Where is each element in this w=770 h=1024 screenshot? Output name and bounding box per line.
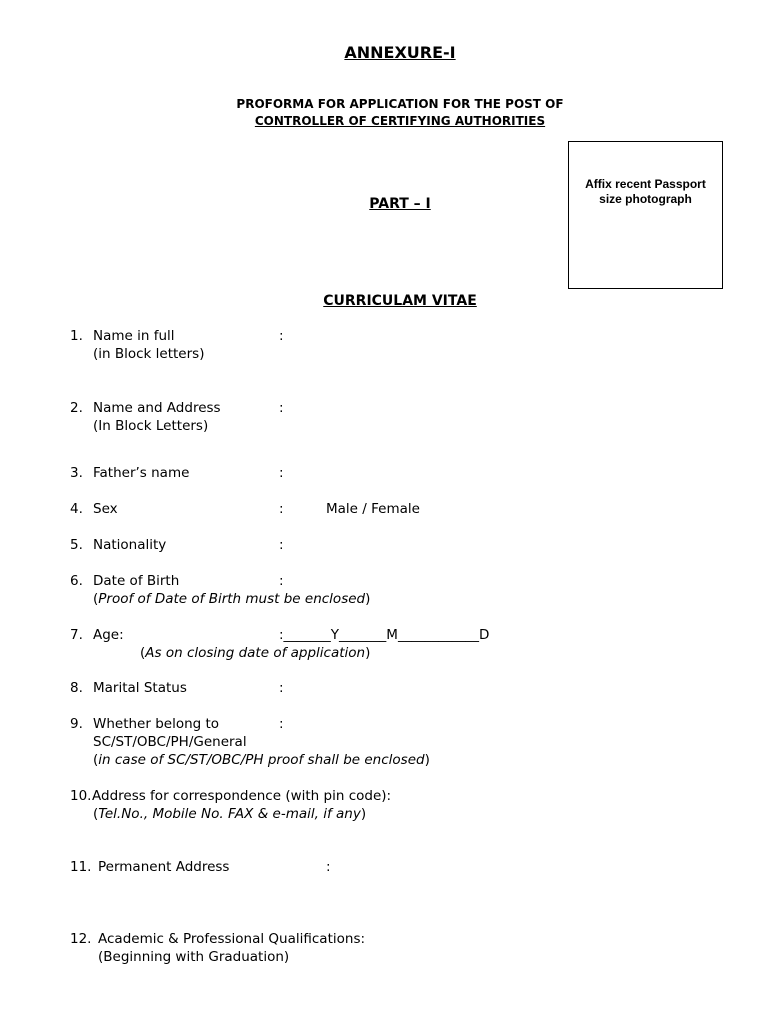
section-heading: CURRICULAM VITAE: [323, 293, 477, 309]
sex-options: Male / Female: [326, 501, 420, 517]
item-note: (In Block Letters): [93, 418, 209, 434]
item-label: Name and Address: [93, 400, 221, 416]
item-number: 2.: [70, 400, 83, 416]
item-colon: :: [279, 680, 284, 696]
item-label: Whether belong to: [93, 716, 220, 732]
item-label: Sex: [93, 501, 118, 517]
post-name-heading: CONTROLLER OF CERTIFYING AUTHORITIES: [254, 114, 546, 128]
item-number: 7.: [70, 627, 83, 643]
item-number: 3.: [70, 465, 83, 481]
item-number: 10.: [70, 788, 92, 804]
item-label: Marital Status: [93, 680, 187, 696]
item-colon: :: [279, 465, 284, 481]
item-note: (in Block letters): [93, 346, 205, 362]
item-number: 4.: [70, 501, 83, 517]
item-note: (As on closing date of application): [140, 645, 371, 661]
item-number: 9.: [70, 716, 83, 732]
item-label: Permanent Address: [98, 859, 230, 875]
item-label: Father’s name: [93, 465, 190, 481]
item-colon: :: [279, 501, 284, 517]
item-note: (in case of SC/ST/OBC/PH proof shall be enclosed): [93, 752, 430, 768]
document-title: ANNEXURE-I: [344, 43, 456, 62]
item-label: Date of Birth: [93, 573, 180, 589]
photo-box: [568, 141, 723, 289]
item-colon: :: [279, 328, 284, 344]
photo-instruction-line2: size photograph: [599, 192, 692, 206]
item-colon: :: [279, 716, 284, 732]
item-label: Address for correspondence (with pin code):: [92, 788, 392, 804]
item-label-line2: SC/ST/OBC/PH/General: [93, 734, 247, 750]
item-note: (Tel.No., Mobile No. FAX & e-mail, if any): [93, 806, 367, 822]
age-blank: :_______Y_______M____________D: [279, 627, 490, 643]
item-label: Name in full: [93, 328, 175, 344]
item-number: 1.: [70, 328, 83, 344]
item-label: Academic & Professional Qualifications:: [98, 931, 366, 947]
item-number: 6.: [70, 573, 83, 589]
item-label: Age:: [93, 627, 124, 643]
proforma-heading: PROFORMA FOR APPLICATION FOR THE POST OF: [236, 97, 564, 111]
item-note: (Proof of Date of Birth must be enclosed): [93, 591, 371, 607]
item-colon: :: [326, 859, 331, 875]
item-colon: :: [279, 573, 284, 589]
item-number: 12.: [70, 931, 92, 947]
item-colon: :: [279, 537, 284, 553]
item-label: Nationality: [93, 537, 167, 553]
item-number: 8.: [70, 680, 83, 696]
item-colon: :: [279, 400, 284, 416]
part-heading: PART – I: [369, 196, 431, 212]
item-number: 11.: [70, 859, 92, 875]
photo-instruction-line1: Affix recent Passport: [585, 177, 706, 191]
item-note: (Beginning with Graduation): [98, 949, 290, 965]
item-number: 5.: [70, 537, 83, 553]
